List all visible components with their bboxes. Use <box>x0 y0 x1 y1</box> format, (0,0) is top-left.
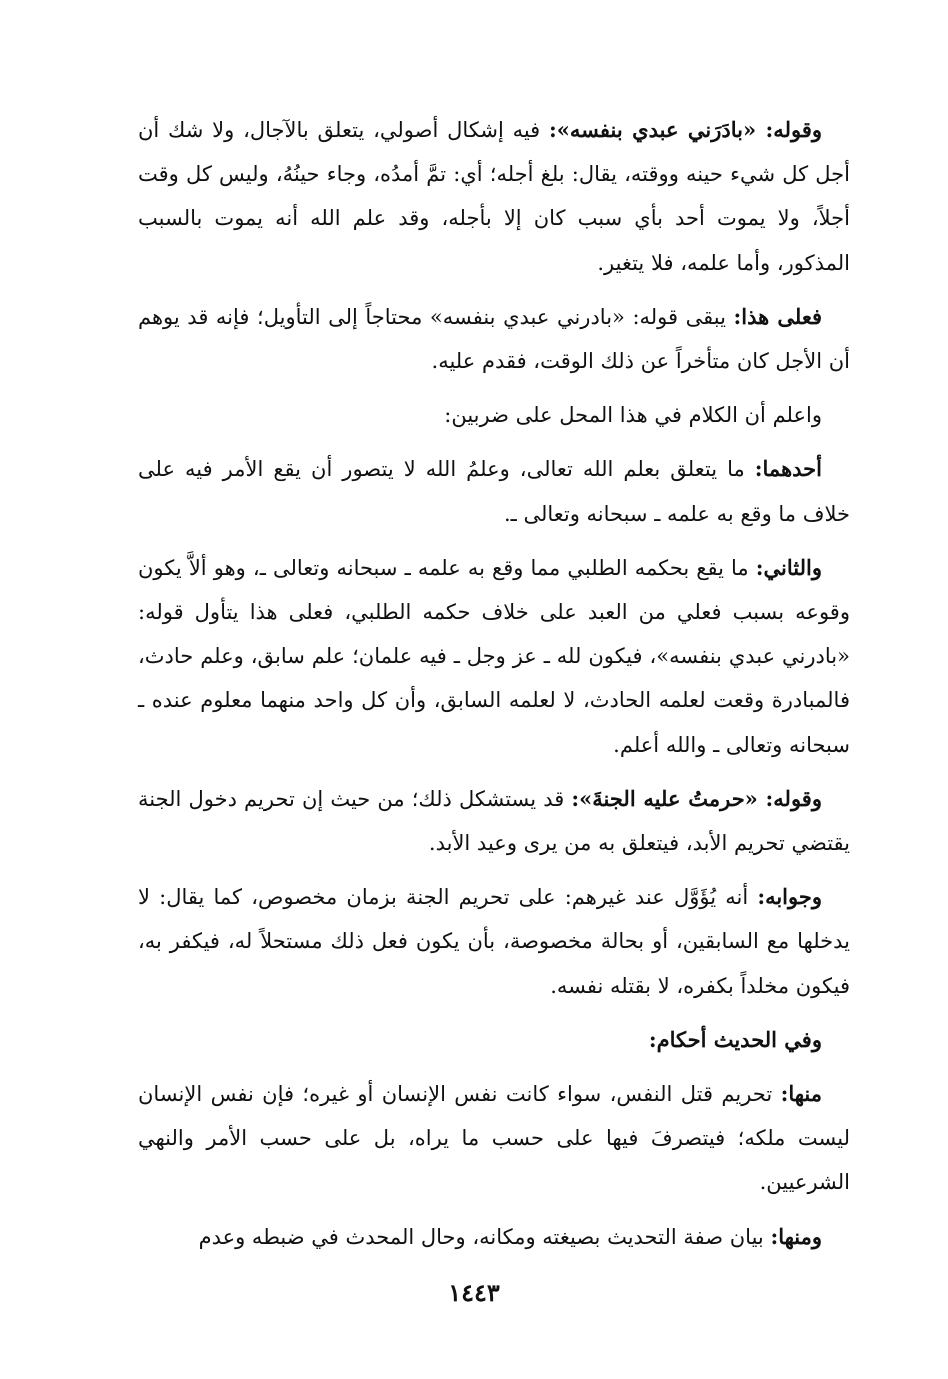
paragraph-text: ما يتعلق بعلم الله تعالى، وعلمُ الله لا يتصور أن يقع الأمر فيه على خلاف ما وقع به علمه ـ سبحانه وتعالى ـ. <box>138 457 850 526</box>
paragraph-minha <box>138 1072 850 1205</box>
paragraph-lead: منها: <box>780 1081 822 1107</box>
paragraph-wa-minha <box>138 1215 850 1259</box>
paragraph-text: فيه إشكال أصولي، يتعلق بالآجال، ولا شك أن أجل كل شيء حينه ووقته، يقال: بلغ أجله؛ أي: تمَّ أمدُه، وجاء حينُهُ، وليس كل وقت أجلاً، ولا يموت أحد بأي سبب كان إلا بأجله، وقد علم الله أنه يموت بالسبب المذكور، وأما علمه، فلا يتغير. <box>138 118 850 275</box>
paragraph-lead: وقوله: «حرمتُ عليه الجنةَ»: <box>571 785 822 811</box>
paragraph-harramtu <box>138 777 850 865</box>
paragraph-text: ما يقع بحكمه الطلبي مما وقع به علمه ـ سبحانه وتعالى ـ، وهو ألاَّ يكون وقوعه بسبب فعلي من العبد على خلاف حكمه الطلبي، فعلى هذا يتأول قوله: «بادرني عبدي بنفسه»، فيكون لله ـ عز وجل ـ فيه علمان؛ علم سابق، وعلم حادث، فالمبادرة وقعت لعلمه الحادث، لا لعلمه السابق، وأن كل واحد منهما معلوم عنده ـ سبحانه وتعالى ـ والله أعلم. <box>138 555 850 757</box>
paragraph-badarani <box>138 108 850 285</box>
paragraph-text: يبقى قوله: «بادرني عبدي بنفسه» محتاجاً إلى التأويل؛ فإنه قد يوهم أن الأجل كان متأخراً عن ذلك الوقت، فقدم عليه. <box>138 304 850 374</box>
paragraph-wa-alam <box>138 393 850 437</box>
paragraph-lead: وقوله: «بادَرَني عبدي بنفسه»: <box>549 117 822 142</box>
paragraph-lead: والثاني: <box>755 554 822 580</box>
paragraph-lead: وجوابه: <box>757 884 822 910</box>
section-heading-ahkam <box>138 1018 850 1062</box>
page-number: ١٤٤٣ <box>448 1278 500 1307</box>
paragraph-jawabuhu <box>138 875 850 1008</box>
paragraph-text: واعلم أن الكلام في هذا المحل على ضربين: <box>444 403 822 428</box>
paragraph-lead: وفي الحديث أحكام: <box>648 1026 822 1052</box>
paragraph-text: بيان صفة التحديث بصيغته ومكانه، وحال المحدث في ضبطه وعدم <box>198 1224 771 1249</box>
paragraph-ath-thani <box>138 546 850 767</box>
paragraph-fa-ala-hadha <box>138 295 850 383</box>
paragraph-lead: ومنها: <box>770 1223 822 1249</box>
paragraph-lead: فعلى هذا: <box>733 303 823 329</box>
paragraph-text: أنه يُؤَوَّل عند غيرهم: على تحريم الجنة بزمان مخصوص، كما يقال: لا يدخلها مع السابقين، أو بحالة مخصوصة، بأن يكون فعل ذلك مستحلاً له، فيكفر به، فيكون مخلداً بكفره، لا بقتله نفسه. <box>138 885 850 998</box>
paragraph-lead: أحدهما: <box>754 456 822 482</box>
paragraph-ahaduhuma <box>138 447 850 535</box>
paragraph-text: قد يستشكل ذلك؛ من حيث إن تحريم دخول الجنة يقتضي تحريم الأبد، فيتعلق به من يرى وعيد الأبد. <box>138 786 850 856</box>
paragraph-text: تحريم قتل النفس، سواء كانت نفس الإنسان أو غيره؛ فإن نفس الإنسان ليست ملكه؛ فيتصرفَ فيها على حسب ما يراه، بل على حسب الأمر والنهي الشرعيين. <box>138 1082 850 1195</box>
body-text <box>138 108 850 1269</box>
